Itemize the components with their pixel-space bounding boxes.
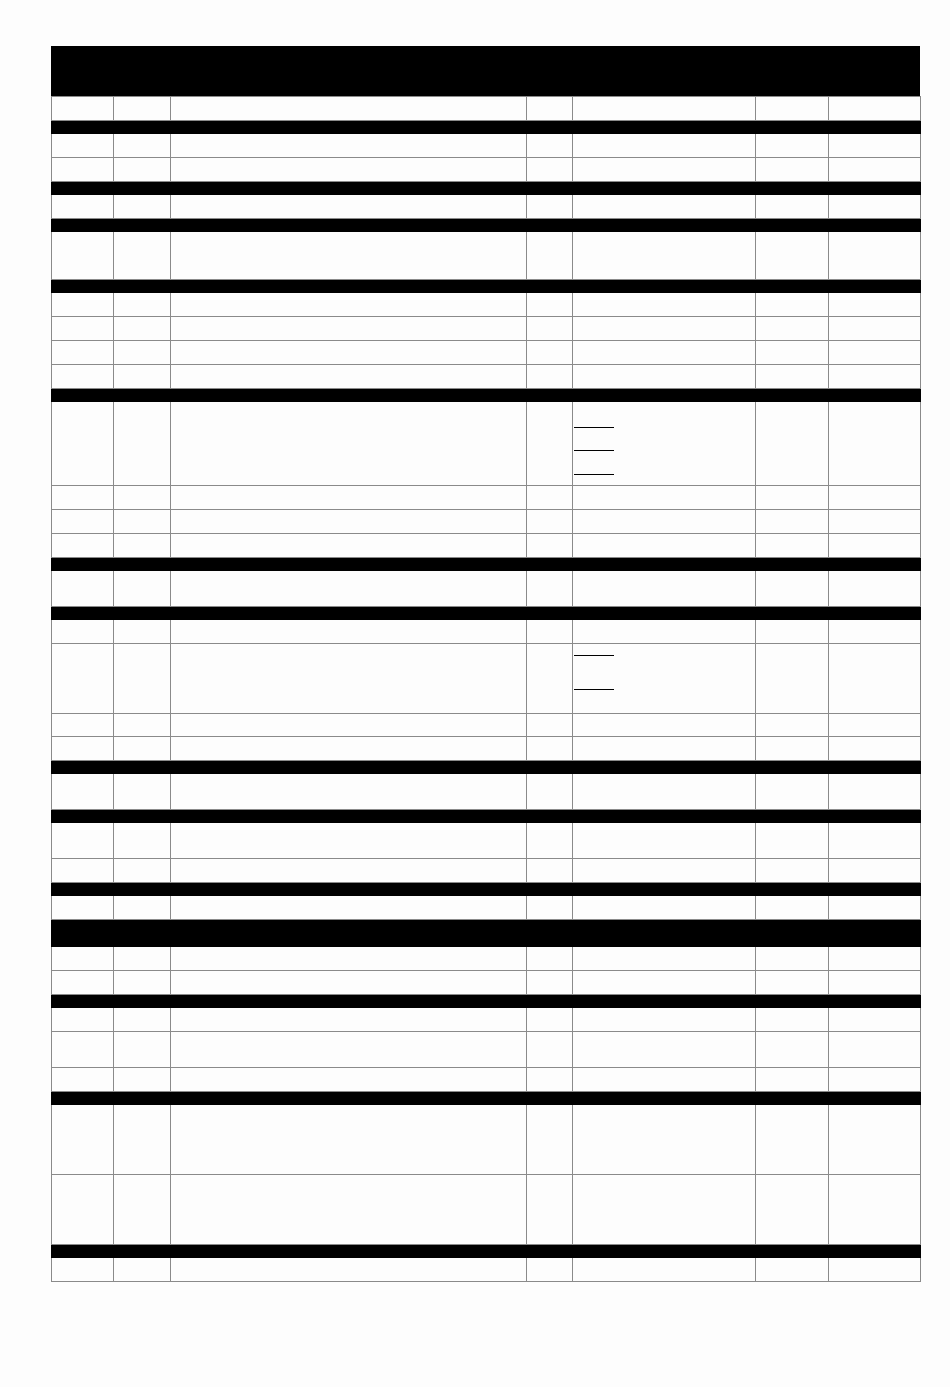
section-header-row (52, 995, 921, 1008)
table-cell (573, 365, 756, 389)
table-cell (527, 232, 573, 280)
column-header-row (52, 97, 921, 121)
table-cell (573, 714, 756, 737)
form-sheet (51, 46, 920, 1282)
section-header-cell (52, 219, 921, 232)
table-row (52, 644, 921, 714)
table-cell (171, 1068, 527, 1092)
table-row (52, 823, 921, 859)
table-cell (527, 737, 573, 761)
table-cell (114, 293, 171, 317)
section-header-row (52, 1092, 921, 1105)
section-header-cell (52, 995, 921, 1008)
table-cell (171, 774, 527, 810)
section-header-cell (52, 280, 921, 293)
table-cell (756, 1008, 829, 1032)
table-cell (829, 1068, 921, 1092)
column-header (52, 97, 114, 121)
section-header-row (52, 121, 921, 134)
table-cell (756, 402, 829, 486)
table-cell (756, 971, 829, 995)
table-cell (114, 823, 171, 859)
table-cell (573, 158, 756, 182)
table-cell (573, 232, 756, 280)
table-cell (756, 317, 829, 341)
table-cell (756, 644, 829, 714)
table-cell (52, 644, 114, 714)
table-cell (52, 1175, 114, 1245)
table-cell (114, 971, 171, 995)
table-cell (756, 1258, 829, 1282)
table-cell (171, 317, 527, 341)
table-cell (171, 714, 527, 737)
table-cell (829, 317, 921, 341)
table-cell (52, 620, 114, 644)
table-cell (171, 510, 527, 534)
table-cell (573, 402, 756, 486)
table-cell (527, 1258, 573, 1282)
table-cell (171, 134, 527, 158)
answer-blank-line (574, 450, 614, 451)
table-cell (829, 365, 921, 389)
table-cell (52, 158, 114, 182)
table-cell (573, 774, 756, 810)
section-header-row (52, 607, 921, 620)
table-cell (573, 510, 756, 534)
table-cell (52, 341, 114, 365)
table-cell (52, 1008, 114, 1032)
table-cell (114, 232, 171, 280)
table-cell (829, 571, 921, 607)
table-cell (829, 1175, 921, 1245)
table-cell (829, 486, 921, 510)
table-cell (52, 402, 114, 486)
table-cell (756, 365, 829, 389)
table-cell (527, 896, 573, 920)
table-row (52, 534, 921, 558)
section-header-cell (52, 1092, 921, 1105)
table-cell (829, 232, 921, 280)
table-cell (756, 714, 829, 737)
table-cell (829, 714, 921, 737)
table-row (52, 486, 921, 510)
table-cell (573, 341, 756, 365)
table-cell (114, 1175, 171, 1245)
table-cell (756, 620, 829, 644)
table-cell (171, 232, 527, 280)
table-row (52, 971, 921, 995)
column-header (573, 97, 756, 121)
table-row (52, 158, 921, 182)
table-cell (756, 293, 829, 317)
table-cell (573, 896, 756, 920)
section-header-row (52, 182, 921, 195)
table-cell (527, 195, 573, 219)
table-cell (114, 1258, 171, 1282)
table-cell (573, 971, 756, 995)
form-table (51, 96, 921, 1282)
table-cell (573, 947, 756, 971)
table-row (52, 365, 921, 389)
table-cell (52, 486, 114, 510)
table-cell (829, 823, 921, 859)
table-row (52, 1032, 921, 1068)
table-cell (171, 571, 527, 607)
table-cell (527, 859, 573, 883)
table-cell (114, 134, 171, 158)
section-header-cell (52, 558, 921, 571)
table-cell (829, 341, 921, 365)
table-row (52, 1105, 921, 1175)
table-cell (171, 947, 527, 971)
table-cell (114, 644, 171, 714)
column-header (527, 97, 573, 121)
table-cell (829, 1258, 921, 1282)
table-row (52, 317, 921, 341)
table-row (52, 1258, 921, 1282)
table-cell (114, 714, 171, 737)
column-header (829, 97, 921, 121)
table-cell (573, 317, 756, 341)
table-cell (756, 1175, 829, 1245)
table-row (52, 1175, 921, 1245)
table-cell (52, 823, 114, 859)
table-cell (527, 644, 573, 714)
table-cell (756, 195, 829, 219)
table-cell (829, 620, 921, 644)
table-cell (114, 365, 171, 389)
table-cell (527, 134, 573, 158)
table-cell (829, 158, 921, 182)
table-cell (527, 341, 573, 365)
table-cell (756, 341, 829, 365)
table-cell (527, 486, 573, 510)
table-cell (527, 1175, 573, 1245)
table-cell (527, 620, 573, 644)
table-cell (52, 134, 114, 158)
table-cell (573, 644, 756, 714)
table-cell (52, 896, 114, 920)
table-cell (829, 510, 921, 534)
table-cell (756, 774, 829, 810)
table-cell (171, 341, 527, 365)
table-cell (756, 571, 829, 607)
table-cell (527, 402, 573, 486)
table-row (52, 774, 921, 810)
table-cell (527, 714, 573, 737)
table-cell (829, 774, 921, 810)
table-cell (171, 737, 527, 761)
table-cell (171, 365, 527, 389)
table-row (52, 620, 921, 644)
table-cell (527, 510, 573, 534)
table-cell (171, 1032, 527, 1068)
table-cell (829, 971, 921, 995)
table-cell (52, 1105, 114, 1175)
table-cell (527, 365, 573, 389)
table-row (52, 714, 921, 737)
table-cell (527, 317, 573, 341)
table-cell (527, 571, 573, 607)
table-cell (52, 714, 114, 737)
section-header-row (52, 389, 921, 402)
table-cell (829, 737, 921, 761)
section-header-cell (52, 1245, 921, 1258)
table-row (52, 510, 921, 534)
section-header-cell (52, 182, 921, 195)
table-cell (114, 317, 171, 341)
table-cell (573, 534, 756, 558)
form-header (51, 46, 920, 96)
table-cell (573, 1175, 756, 1245)
table-cell (114, 571, 171, 607)
table-cell (52, 232, 114, 280)
table-cell (171, 859, 527, 883)
table-cell (573, 1032, 756, 1068)
table-cell (573, 1068, 756, 1092)
table-cell (573, 1008, 756, 1032)
table-cell (114, 486, 171, 510)
table-cell (114, 896, 171, 920)
table-cell (829, 947, 921, 971)
table-cell (114, 195, 171, 219)
table-cell (573, 737, 756, 761)
table-cell (52, 859, 114, 883)
table-cell (573, 571, 756, 607)
table-cell (171, 644, 527, 714)
table-cell (573, 1105, 756, 1175)
table-cell (756, 1032, 829, 1068)
table-cell (52, 510, 114, 534)
table-cell (829, 1008, 921, 1032)
section-header-cell (52, 883, 921, 896)
table-cell (171, 293, 527, 317)
section-header-row (52, 761, 921, 774)
table-cell (573, 859, 756, 883)
table-row (52, 1068, 921, 1092)
table-cell (527, 1032, 573, 1068)
table-cell (756, 896, 829, 920)
section-header-cell (52, 920, 921, 947)
table-cell (114, 1105, 171, 1175)
table-row (52, 195, 921, 219)
table-cell (52, 774, 114, 810)
table-cell (114, 620, 171, 644)
table-cell (52, 1032, 114, 1068)
table-row (52, 341, 921, 365)
answer-blank-line (574, 655, 614, 656)
answer-blank-line (574, 474, 614, 475)
table-cell (171, 195, 527, 219)
table-cell (52, 971, 114, 995)
table-cell (756, 534, 829, 558)
table-cell (527, 1068, 573, 1092)
table-cell (52, 571, 114, 607)
table-cell (527, 1105, 573, 1175)
table-cell (829, 859, 921, 883)
table-cell (756, 510, 829, 534)
table-cell (756, 823, 829, 859)
section-header-row (52, 558, 921, 571)
table-cell (52, 947, 114, 971)
section-header-row (52, 219, 921, 232)
column-header (114, 97, 171, 121)
table-cell (171, 158, 527, 182)
table-cell (171, 620, 527, 644)
column-header (171, 97, 527, 121)
section-header-cell (52, 810, 921, 823)
table-cell (114, 1032, 171, 1068)
table-cell (573, 486, 756, 510)
table-cell (114, 1068, 171, 1092)
table-cell (114, 737, 171, 761)
section-header-row (52, 810, 921, 823)
table-cell (52, 195, 114, 219)
table-cell (829, 1105, 921, 1175)
table-cell (114, 1008, 171, 1032)
table-row (52, 134, 921, 158)
table-cell (829, 293, 921, 317)
table-cell (114, 341, 171, 365)
table-cell (573, 134, 756, 158)
table-cell (171, 1258, 527, 1282)
table-cell (829, 402, 921, 486)
table-cell (756, 947, 829, 971)
table-cell (527, 823, 573, 859)
table-cell (171, 534, 527, 558)
table-cell (171, 402, 527, 486)
table-cell (756, 158, 829, 182)
section-header-row (52, 883, 921, 896)
table-cell (171, 1105, 527, 1175)
table-cell (52, 293, 114, 317)
table-cell (527, 1008, 573, 1032)
section-header-row (52, 1245, 921, 1258)
table-row (52, 232, 921, 280)
table-cell (114, 947, 171, 971)
table-cell (829, 1032, 921, 1068)
table-cell (756, 1105, 829, 1175)
table-cell (171, 971, 527, 995)
table-cell (829, 134, 921, 158)
table-cell (527, 293, 573, 317)
table-cell (573, 293, 756, 317)
table-cell (52, 1258, 114, 1282)
table-row (52, 859, 921, 883)
table-cell (114, 510, 171, 534)
table-cell (756, 232, 829, 280)
table-cell (829, 896, 921, 920)
table-cell (573, 823, 756, 859)
table-cell (829, 195, 921, 219)
table-cell (114, 774, 171, 810)
table-cell (52, 317, 114, 341)
table-cell (171, 1008, 527, 1032)
table-cell (756, 134, 829, 158)
answer-blank-line (574, 689, 614, 690)
table-row (52, 947, 921, 971)
table-cell (756, 859, 829, 883)
section-header-cell (52, 607, 921, 620)
table-cell (829, 534, 921, 558)
table-cell (573, 620, 756, 644)
table-row (52, 896, 921, 920)
table-cell (114, 158, 171, 182)
table-cell (171, 1175, 527, 1245)
table-cell (52, 737, 114, 761)
table-row (52, 1008, 921, 1032)
table-row (52, 571, 921, 607)
table-cell (527, 947, 573, 971)
table-cell (171, 823, 527, 859)
table-cell (756, 737, 829, 761)
table-row (52, 402, 921, 486)
table-cell (756, 1068, 829, 1092)
table-cell (171, 486, 527, 510)
table-cell (114, 402, 171, 486)
table-row (52, 737, 921, 761)
table-cell (114, 534, 171, 558)
table-cell (171, 896, 527, 920)
column-header (756, 97, 829, 121)
table-cell (52, 534, 114, 558)
table-cell (527, 971, 573, 995)
section-header-row (52, 920, 921, 947)
section-header-cell (52, 121, 921, 134)
table-cell (52, 1068, 114, 1092)
answer-blank-line (574, 427, 614, 428)
table-cell (114, 859, 171, 883)
table-cell (52, 365, 114, 389)
table-cell (527, 774, 573, 810)
section-header-row (52, 280, 921, 293)
table-row (52, 293, 921, 317)
section-header-cell (52, 389, 921, 402)
table-cell (527, 534, 573, 558)
table-cell (573, 195, 756, 219)
table-cell (829, 644, 921, 714)
table-cell (527, 158, 573, 182)
table-cell (573, 1258, 756, 1282)
section-header-cell (52, 761, 921, 774)
table-cell (756, 486, 829, 510)
